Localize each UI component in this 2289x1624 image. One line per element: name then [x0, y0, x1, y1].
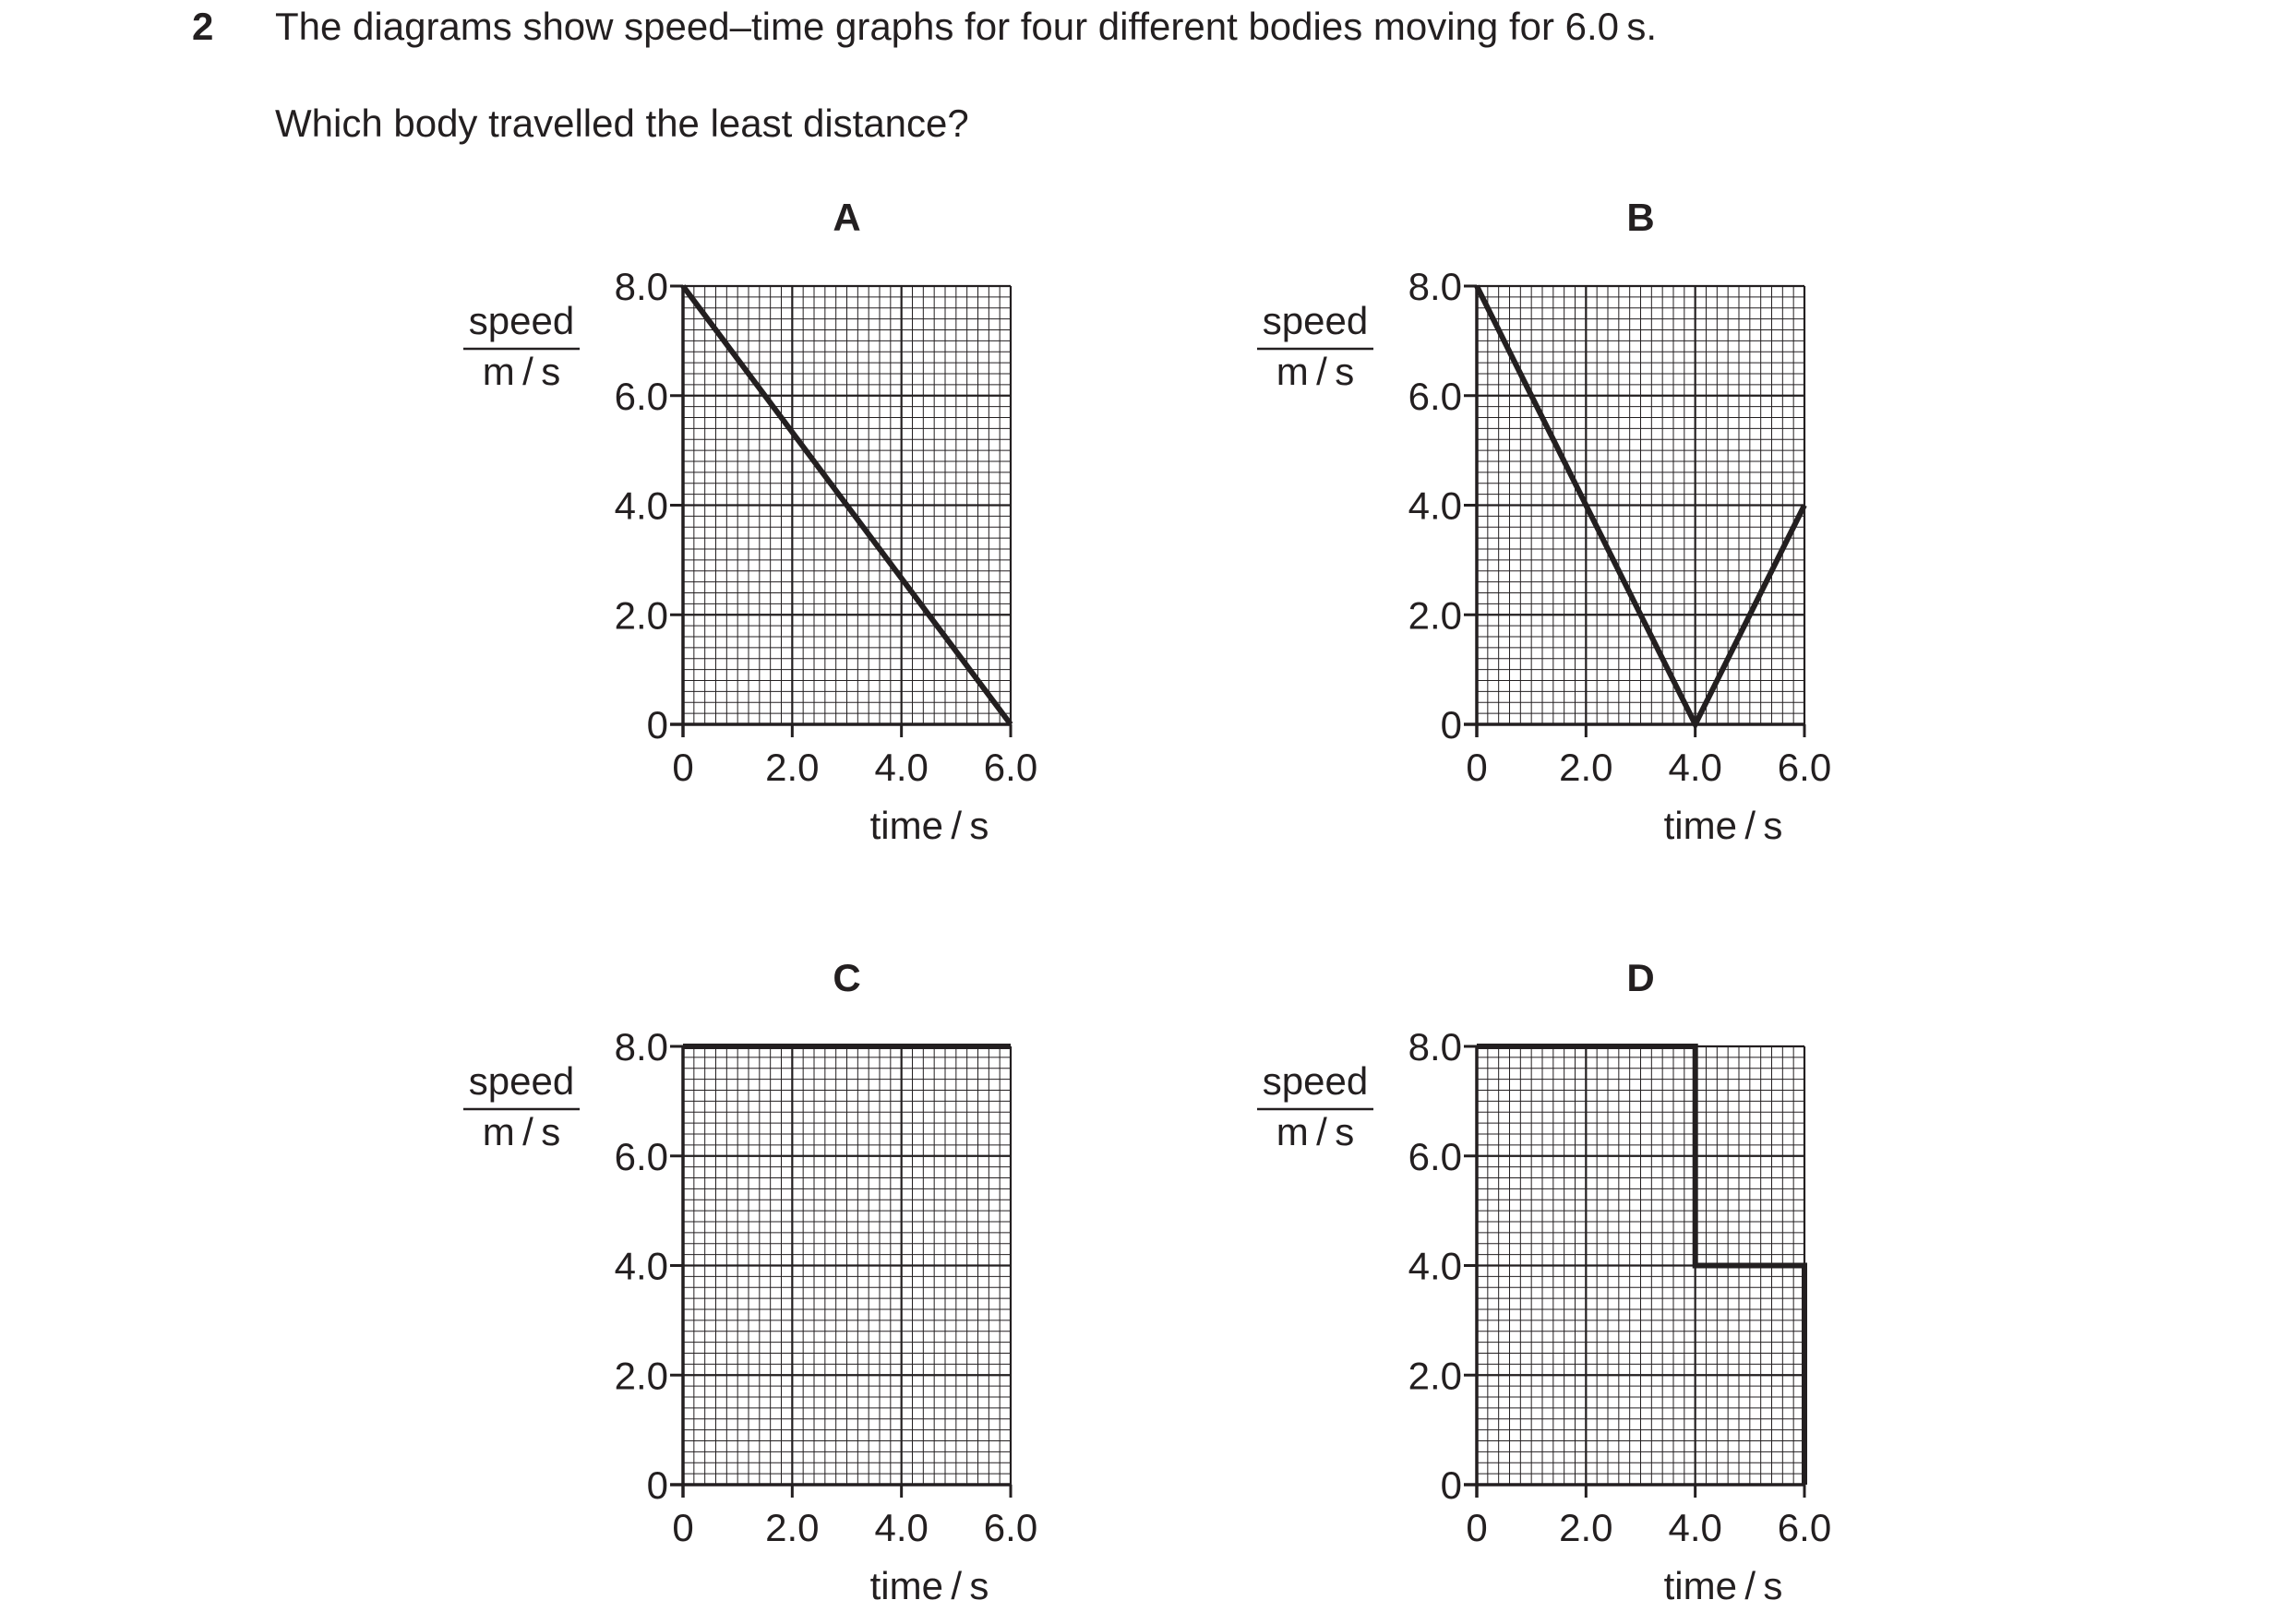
x-axis-label: time / s [1663, 1564, 1783, 1607]
x-tick-label: 0 [672, 746, 694, 789]
y-tick-label: 6.0 [614, 374, 668, 418]
panel-label: B [1626, 196, 1655, 239]
y-tick-label: 4.0 [1408, 1244, 1462, 1288]
y-tick-label: 2.0 [1408, 593, 1462, 638]
question-prompt: Which body travelled the least distance? [275, 102, 969, 145]
x-tick-label: 6.0 [1777, 1506, 1832, 1549]
graph-panel-d [1246, 945, 1892, 1609]
y-axis-label-quantity: speed [1262, 1059, 1369, 1103]
y-tick-label: 8.0 [1408, 1025, 1462, 1069]
speed-time-graph [1246, 185, 1892, 849]
y-axis-label-unit: m / s [482, 350, 561, 393]
y-tick-label: 2.0 [614, 593, 668, 638]
y-axis-label-quantity: speed [468, 299, 575, 342]
x-tick-label: 6.0 [1777, 746, 1832, 789]
y-tick-label: 8.0 [1408, 265, 1462, 308]
y-axis-label-quantity: speed [1262, 299, 1369, 342]
panel-label: C [833, 956, 861, 999]
y-tick-label: 6.0 [1408, 1134, 1462, 1178]
y-tick-label: 4.0 [614, 484, 668, 528]
panel-label: D [1626, 956, 1655, 999]
speed-time-graph [452, 185, 1098, 849]
y-axis-label-unit: m / s [482, 1110, 561, 1153]
x-tick-label: 2.0 [765, 746, 820, 789]
speed-time-graph [452, 945, 1098, 1609]
x-tick-label: 2.0 [1559, 1506, 1613, 1549]
y-tick-label: 0 [646, 1463, 668, 1507]
grid [683, 1046, 1011, 1485]
x-tick-label: 6.0 [983, 746, 1038, 789]
x-tick-label: 4.0 [874, 746, 929, 789]
x-tick-label: 6.0 [983, 1506, 1038, 1549]
x-axis-label: time / s [869, 804, 989, 847]
y-tick-label: 4.0 [1408, 484, 1462, 528]
y-tick-label: 0 [1440, 1463, 1462, 1507]
y-tick-label: 6.0 [1408, 374, 1462, 418]
y-tick-label: 2.0 [1408, 1354, 1462, 1398]
x-tick-label: 4.0 [874, 1506, 929, 1549]
question-number: 2 [192, 5, 214, 48]
y-tick-label: 0 [1440, 703, 1462, 746]
x-tick-label: 0 [672, 1506, 694, 1549]
x-tick-label: 0 [1466, 746, 1488, 789]
y-tick-label: 8.0 [614, 1025, 668, 1069]
y-tick-label: 0 [646, 703, 668, 746]
x-tick-label: 2.0 [1559, 746, 1613, 789]
speed-time-graph [1246, 945, 1892, 1609]
x-tick-label: 2.0 [765, 1506, 820, 1549]
x-tick-label: 4.0 [1668, 746, 1722, 789]
y-tick-label: 2.0 [614, 1354, 668, 1398]
x-axis-label: time / s [869, 1564, 989, 1607]
graph-panel-c [452, 945, 1098, 1609]
panel-label: A [833, 196, 861, 239]
y-tick-label: 8.0 [614, 265, 668, 308]
y-axis-label-quantity: speed [468, 1059, 575, 1103]
x-tick-label: 0 [1466, 1506, 1488, 1549]
graph-panel-a [452, 185, 1098, 849]
y-axis-label-unit: m / s [1276, 1110, 1355, 1153]
graph-panel-b [1246, 185, 1892, 849]
question-stem: The diagrams show speed–time graphs for four different bodies moving for 6.0 s. [275, 5, 1658, 48]
grid [1477, 286, 1804, 724]
y-axis-label-unit: m / s [1276, 350, 1355, 393]
x-tick-label: 4.0 [1668, 1506, 1722, 1549]
y-tick-label: 6.0 [614, 1134, 668, 1178]
x-axis-label: time / s [1663, 804, 1783, 847]
y-tick-label: 4.0 [614, 1244, 668, 1288]
